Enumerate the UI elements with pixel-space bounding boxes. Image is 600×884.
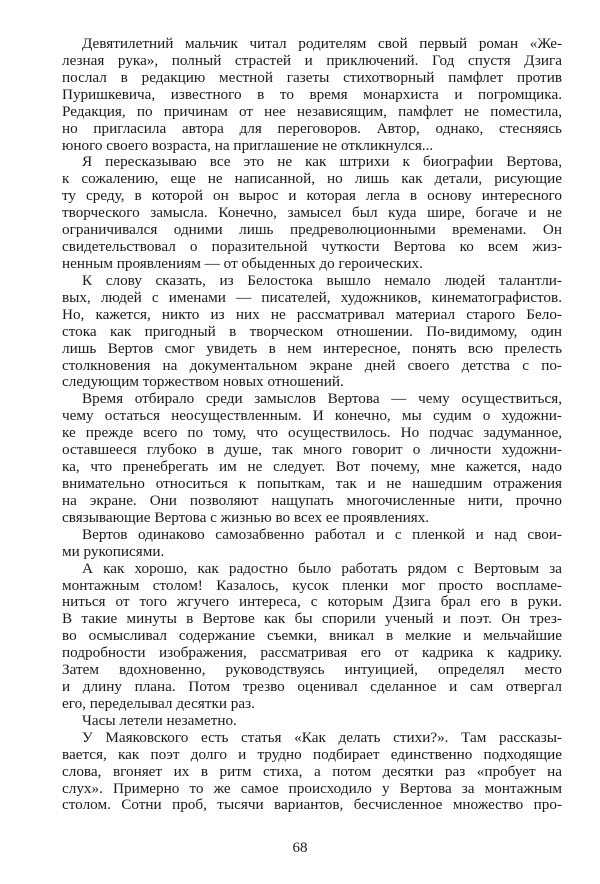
text-line: К слову сказать, из Белостока вышло немало людей талантли- <box>82 271 562 289</box>
text-line: Вертов одинаково самозабвенно работал и с пленкой и над свои- <box>82 525 562 543</box>
text-line: оставшееся глубоко в душе, так много говорит о личности художни- <box>62 441 562 459</box>
text-line: творческого замысла. Конечно, замысел был куда шире, богаче и не <box>62 204 562 222</box>
text-line: Часы летели незаметно. <box>82 711 237 729</box>
text-line: В такие минуты в Вертове как бы спорили ученый и поэт. Он трез- <box>62 610 562 628</box>
text-line: слова, вгоняет их в ритм стиха, а потом десятки раз «пробует на <box>62 762 562 780</box>
text-line: во осмысливал содержание съемки, вникал в мелкие и мельчайшие <box>62 627 562 645</box>
text-line: лишь Вертов смог увидеть в нем интересное, понять всю прелесть <box>62 339 562 357</box>
text-line: лезная рука», полный страстей и приключений. Год спустя Дзига <box>62 51 562 69</box>
text-line: и длину плана. Потом трезво оценивал сделанное и сам отвергал <box>62 678 562 696</box>
text-line: столом. Сотни проб, тысячи вариантов, бесчисленное множество про- <box>62 796 562 814</box>
text-line: Пуришкевича, известного в то время монархиста и погромщика. <box>62 85 562 103</box>
text-line: вается, как поэт долго и трудно подбирает единственно подходящие <box>62 745 562 763</box>
text-line: Я пересказываю все это не как штрихи к биографии Вертова, <box>82 153 562 171</box>
text-line: Затем вдохновенно, руководствуясь интуицией, определял место <box>62 661 562 679</box>
text-line: но пригласила автора для переговоров. Автор, однако, стесняясь <box>62 119 562 137</box>
text-line: на экране. Они позволяют нащупать многочисленные нити, прочно <box>62 491 562 509</box>
text-line: столкновения на документальном экране дней своего детства с по- <box>62 356 562 374</box>
text-line: Время отбирало среди замыслов Вертова — чему осуществиться, <box>82 390 562 408</box>
paragraph <box>62 36 562 154</box>
paragraph <box>62 154 562 272</box>
text-line: слух». Примерно то же самое происходило у Вертова за монтажным <box>62 779 562 797</box>
page-number: 68 <box>292 840 308 856</box>
text-line: ми рукописями. <box>62 542 165 560</box>
text-line: ту среду, в которой он вырос и которая легла в основу интересного <box>62 187 562 205</box>
text-line: связывающие Вертова с жизнью во всех ее проявлениях. <box>62 508 430 526</box>
body-text <box>62 36 562 814</box>
paragraph <box>62 713 562 730</box>
paragraph <box>62 561 562 713</box>
paragraph <box>62 273 562 391</box>
text-line: ниться от того жгучего интереса, с которым Дзига брал его в руки. <box>62 593 562 611</box>
text-line: ненным проявлениям — от обыденных до героических. <box>62 254 423 272</box>
text-line: следующим торжеством новых отношений. <box>62 373 344 391</box>
text-line: Но, кажется, никто из них не рассматривал материал старого Бело- <box>62 305 562 323</box>
text-line: подробности изображения, рассматривая его от кадрика к кадрику. <box>62 644 562 662</box>
text-line: стока как пригодный в творческом отношении. По-видимому, один <box>62 322 562 340</box>
text-line: его, переделывал десятки раз. <box>62 694 255 712</box>
text-line: послал в редакцию местной газеты стихотворный памфлет против <box>62 68 562 86</box>
text-line: вых, людей с именами — писателей, художников, кинематографистов. <box>62 288 562 306</box>
text-line: А как хорошо, как радостно было работать рядом с Вертовым за <box>82 559 562 577</box>
text-line: ограничивался одними лишь предреволюционными временами. Он <box>62 221 562 239</box>
text-line: Девятилетний мальчик читал родителям свой первый роман «Же- <box>82 35 562 52</box>
text-line: Редакция, по причинам от нее независящим, памфлет не поместила, <box>62 102 562 120</box>
text-line: ке прежде всего по тому, что осуществилось. Но подчас задуманное, <box>62 424 562 442</box>
text-line: ка, что пренебрегать им не следует. Вот почему, мне кажется, надо <box>62 458 562 476</box>
text-line: монтажным столом! Казалось, кусок пленки мог просто воспламе- <box>62 576 562 594</box>
text-line: к сожалению, еще не написанной, но лишь как детали, рисующие <box>62 170 562 188</box>
paragraph <box>62 730 562 815</box>
text-line: У Маяковского есть статья «Как делать стихи?». Там рассказы- <box>82 728 562 746</box>
text-line: свидетельствовал о поразительной чуткости Вертова ко всем жиз- <box>62 238 562 256</box>
paragraph <box>62 527 562 561</box>
text-line: чему остаться неосуществленным. И конечно, мы судим о художни- <box>62 407 562 425</box>
text-line: внимательно относиться к попыткам, так и не нашедшим отражения <box>62 474 562 492</box>
text-line: юного своего возраста, на приглашение не откликнулся... <box>62 136 434 154</box>
paragraph <box>62 391 562 526</box>
